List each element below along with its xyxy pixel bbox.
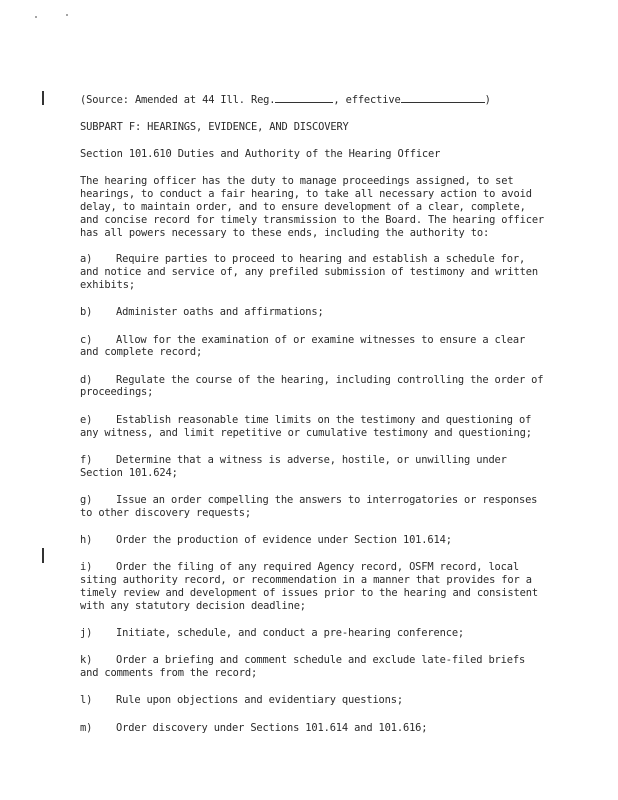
list-item-label: d) [80, 373, 93, 386]
list-item-label: k) [80, 654, 93, 667]
effective-date-blank [401, 102, 485, 103]
list-item-label: c) [80, 333, 93, 346]
list-item-label: b) [80, 306, 93, 319]
list-item [80, 374, 548, 400]
list-item-text: Order the production of evidence under Section 101.614; [116, 534, 452, 547]
list-item-label: i) [80, 561, 93, 574]
list-item-label: f) [80, 453, 93, 466]
scan-speck [66, 14, 68, 16]
duty-list [80, 253, 548, 734]
source-note-prefix: (Source: Amended at 44 Ill. Reg. [80, 94, 276, 106]
list-item [80, 654, 548, 680]
list-item-label: l) [80, 694, 93, 707]
source-note-suffix: ) [484, 94, 491, 106]
list-item [80, 454, 548, 480]
list-item [80, 253, 548, 291]
list-item-text: Determine that a witness is adverse, hostile, or unwilling under Section 101.624; [80, 453, 507, 479]
list-item [80, 561, 548, 612]
list-item-label: h) [80, 534, 93, 547]
list-item-label: e) [80, 413, 93, 426]
intro-paragraph: The hearing officer has the duty to manage proceedings assigned, to set hearings, to conduct a fair hearing, to take all necessary action to avoid delay, to maintain order, and to ensure development of a clear, complete, and concise record for timely transmission to the Board. The hearing officer has all powers necessary to these ends, including the authority to: [80, 175, 545, 239]
list-item-label: m) [80, 721, 93, 734]
revision-bar [42, 91, 44, 105]
list-item [80, 414, 548, 440]
list-item-text: Order a briefing and comment schedule and exclude late-filed briefs and comments from the record; [80, 654, 526, 680]
list-item-text: Order discovery under Sections 101.614 and 101.616; [116, 721, 428, 734]
revision-bar [42, 548, 44, 563]
list-item [80, 494, 548, 520]
list-item [80, 306, 548, 319]
reg-number-blank [275, 102, 333, 103]
list-item-text: Regulate the course of the hearing, including controlling the order of proceedings; [80, 373, 544, 399]
source-note [80, 94, 548, 107]
list-item [80, 627, 548, 640]
scan-speck [35, 16, 37, 18]
list-item-text: Administer oaths and affirmations; [116, 306, 324, 319]
list-item [80, 694, 548, 707]
list-item-text: Initiate, schedule, and conduct a pre-hearing conference; [116, 627, 465, 640]
list-item-text: Establish reasonable time limits on the testimony and questioning of any witness, and limit repetitive or cumulative testimony and questioning; [80, 413, 532, 439]
list-item-text: Issue an order compelling the answers to interrogatories or responses to other discovery requests; [80, 493, 538, 519]
list-item-text: Allow for the examination of or examine witnesses to ensure a clear and complete record; [80, 333, 526, 359]
list-item-text: Rule upon objections and evidentiary questions; [116, 694, 403, 707]
section-heading: Section 101.610 Duties and Authority of the Hearing Officer [80, 147, 441, 160]
source-note-effective: , effective [333, 94, 401, 106]
list-item [80, 722, 548, 735]
list-item [80, 334, 548, 360]
list-item-label: j) [80, 627, 93, 640]
list-item-text: Require parties to proceed to hearing and establish a schedule for, and notice and service of, any prefiled submission of testimony and written exhibits; [80, 253, 538, 291]
subpart-heading: SUBPART F: HEARINGS, EVIDENCE, AND DISCOVERY [80, 120, 349, 133]
list-item-label: g) [80, 493, 93, 506]
document-page [80, 94, 548, 749]
list-item-text: Order the filing of any required Agency record, OSFM record, local siting authority record, or recommendation in a manner that provides for a timely review and development of issues prior to the hearing and consistent with any statutory decision deadline; [80, 561, 538, 612]
list-item-label: a) [80, 253, 93, 266]
list-item [80, 534, 548, 547]
